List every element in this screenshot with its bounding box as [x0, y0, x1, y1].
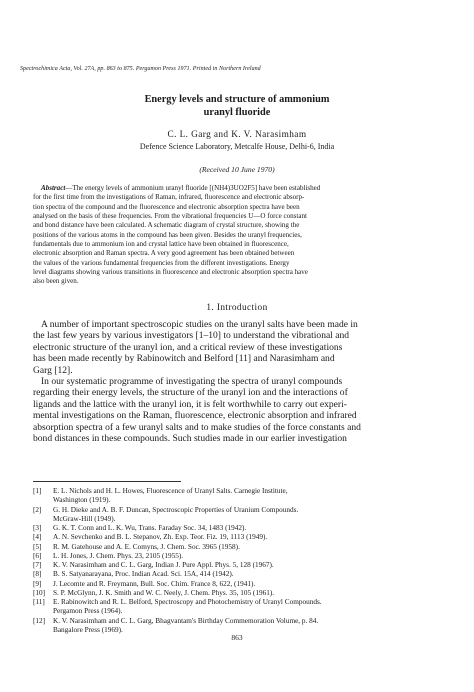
- reference-text: S. P. McGlynn, J. K. Smith and W. C. Neely, J. Chem. Phys. 35, 105 (1961).: [53, 588, 275, 597]
- abstract: [33, 184, 457, 287]
- reference-text: E. Rabinowitch and R. L. Belford, Spectroscopy and Photochemistry of Uranyl Compounds.: [53, 598, 322, 606]
- reference-item: [33, 524, 463, 533]
- reference-text: K. V. Narasimham and C. L. Garg, Bhagvantam's Birthday Commemoration Volume, p. 84.: [53, 616, 319, 625]
- reference-text: E. L. Nichols and H. L. Howes, Fluorescence of Uranyl Salts. Carnegie Institute,: [53, 487, 288, 495]
- reference-text: R. M. Gatehouse and A. E. Comyns, J. Chem. Soc. 3965 (1958).: [53, 542, 240, 551]
- journal-header: Spectrochimica Acta, Vol. 27A, pp. 863 to 875. Pergamon Press 1971. Printed in Northern Ireland: [20, 66, 261, 72]
- reference-text: McGraw-Hill (1949).: [53, 514, 116, 523]
- reference-number: [9]: [33, 579, 42, 588]
- reference-list: [33, 487, 463, 635]
- intro-paragraph-2: [33, 376, 457, 445]
- abstract-line: electronic absorption and Raman spectra. A very good agreement has been obtained between: [33, 249, 295, 258]
- body-line: In our systematic programme of investigating the spectra of uranyl compounds: [41, 376, 343, 387]
- reference-text: Pergamon Press (1964).: [53, 607, 123, 616]
- body-line: A number of important spectroscopic studies on the uranyl salts have been made in: [41, 319, 358, 330]
- footnote-divider: [33, 481, 181, 482]
- body-line: the last few years by various investigators [1–10] to understand the vibrational and: [33, 330, 350, 342]
- reference-item: [33, 552, 463, 561]
- reference-number: [2]: [33, 505, 42, 514]
- body-line: ligands and the lattice with the uranyl ion, it is felt worthwhile to carry out experi-: [33, 398, 347, 410]
- reference-text: G. K. T. Conn and L. K. Wu, Trans. Faraday Soc. 34, 1483 (1942).: [53, 524, 247, 532]
- reference-text: Washington (1919).: [53, 496, 111, 505]
- reference-item: [33, 598, 463, 617]
- abstract-line: fundamentals due to ammonium ion and crystal lattice have been obtained in fluorescence,: [33, 240, 289, 249]
- affiliation: Defence Science Laboratory, Metcalfe House, Delhi-6, India: [139, 142, 335, 151]
- reference-item: [33, 506, 463, 525]
- reference-text: K. V. Narasimham and C. L. Garg, Indian J. Pure Appl. Phys. 5, 128 (1967).: [53, 561, 274, 569]
- page-number: 863: [231, 633, 243, 642]
- body-line: electronic structure of the uranyl ion, and a critical review of these investigations: [33, 341, 343, 353]
- reference-item: [33, 487, 463, 506]
- abstract-line: analysed on the basis of these frequencies. From the vibrational frequencies U—O force constant: [33, 212, 307, 221]
- abstract-line: —The energy levels of ammonium uranyl fluoride [(NH4)3UO2F5] have been established: [65, 184, 321, 192]
- abstract-line: for the first time from the investigations of Raman, infrared, fluorescence and electronic absorp-: [33, 193, 305, 202]
- body-line: bond distances in these compounds. Such studies made in our earlier investigation: [33, 433, 347, 445]
- body-line: regarding their energy levels, the structure of the uranyl ion and the interactions of: [33, 387, 348, 399]
- body-line: absorption spectra of a few uranyl salts and to make studies of the force constants and: [33, 421, 361, 433]
- authors: C. L. Garg and K. V. Narasimham: [167, 130, 307, 140]
- paper-title-line-2: uranyl fluoride: [203, 107, 271, 118]
- reference-text: Bangalore Press (1969).: [53, 625, 123, 634]
- abstract-line: tion spectra of the compound and the fluorescence and electronic absorption spectra have been: [33, 202, 300, 211]
- reference-item: [33, 589, 463, 598]
- reference-text: J. Lecomte and R. Freymann, Bull. Soc. Chim. France 8, 622, (1941).: [53, 579, 256, 588]
- body-line: mental investigations on the Raman, fluorescence, electronic absorption and infrared: [33, 410, 357, 422]
- reference-text: L. H. Jones, J. Chem. Phys. 23, 2105 (1955).: [53, 551, 184, 560]
- section-heading: 1. Introduction: [206, 303, 268, 313]
- reference-number: [6]: [33, 551, 42, 560]
- reference-number: [7]: [33, 561, 42, 569]
- abstract-line: positions of the various atoms in the compound has been given. Besides the uranyl frequencies,: [33, 230, 302, 239]
- reference-item: [33, 543, 463, 552]
- reference-item: [33, 570, 463, 579]
- paper-title-line-1: Energy levels and structure of ammonium: [144, 94, 330, 105]
- intro-paragraph-1: [33, 319, 457, 376]
- body-line: has been made recently by Rabinowitch and Belford [11] and Narasimham and: [33, 353, 335, 365]
- reference-number: [10]: [33, 588, 46, 597]
- abstract-line: the values of the various fundamental frequencies from the different investigations. Energy: [33, 258, 290, 267]
- reference-item: [33, 561, 463, 570]
- body-line: Garg [12].: [33, 364, 73, 376]
- reference-text: A. N. Sevchenko and B. L. Stepanov, Zh. Exp. Teor. Fiz. 19, 1113 (1949).: [53, 533, 268, 542]
- abstract-label: Abstract: [41, 184, 66, 192]
- reference-number: [5]: [33, 542, 42, 551]
- reference-number: [3]: [33, 524, 42, 532]
- reference-number: [8]: [33, 570, 42, 579]
- abstract-line: level diagrams showing various transitions in fluorescence and electronic absorption spectra have: [33, 268, 308, 277]
- abstract-line: also been given.: [33, 277, 79, 286]
- reference-text: B. S. Satyanarayana, Proc. Indian Acad. Sci. 15A, 414 (1942).: [53, 570, 234, 579]
- reference-number: [4]: [33, 533, 42, 542]
- reference-item: [33, 533, 463, 542]
- reference-number: [11]: [33, 598, 45, 606]
- reference-number: [1]: [33, 487, 42, 495]
- reference-number: [12]: [33, 616, 46, 625]
- reference-item: [33, 580, 463, 589]
- received-date: (Received 10 June 1970): [199, 165, 275, 174]
- reference-text: G. H. Dieke and A. B. F. Duncan, Spectroscopic Properties of Uranium Compounds.: [53, 505, 299, 514]
- abstract-line: and bond distance have been calculated. A schematic diagram of crystal structure, showing the: [33, 221, 300, 230]
